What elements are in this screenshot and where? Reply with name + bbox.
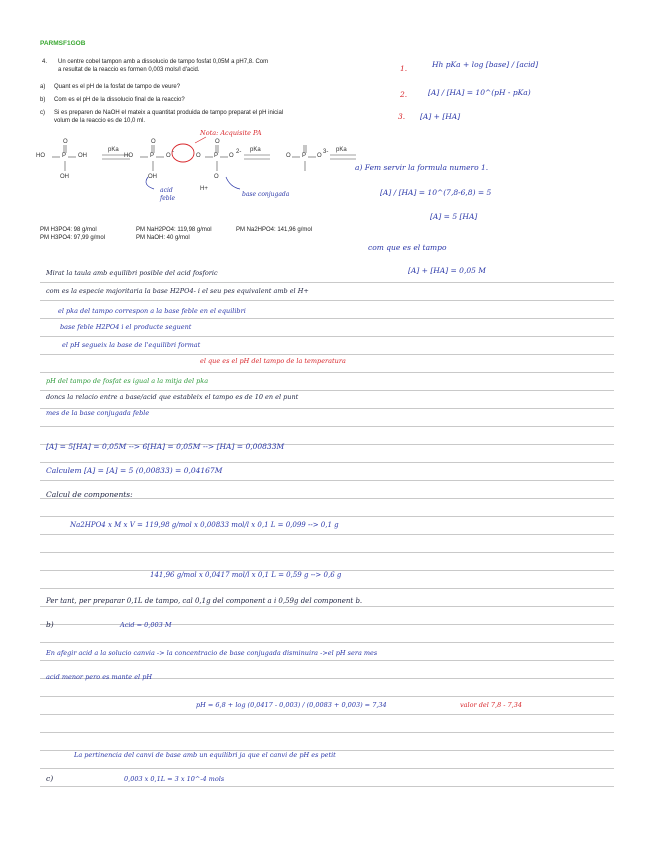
problem-number: 4. bbox=[42, 59, 48, 65]
part-c-label: c) bbox=[40, 110, 45, 116]
equation-a: [A] = 5[HA] = 0,05M --> 6[HA] = 0,05M --> [HA] = 0,00833M bbox=[46, 442, 285, 451]
ruled-line bbox=[40, 534, 614, 535]
body-line-3: el pka del tampo correspon a la base feble en el equilibri bbox=[58, 307, 246, 315]
ruled-line bbox=[40, 336, 614, 337]
conclusion: Per tant, per preparar 0,1L de tampo, cal 0,1g del component a i 0,59g del component b. bbox=[46, 597, 363, 605]
body-line-7: pH del tampo de fosfat es igual a la mitja del pka bbox=[46, 377, 209, 385]
body-line-9: mes de la base conjugada feble bbox=[46, 409, 150, 417]
body-line-6: el que es el pH del tampo de la temperatura bbox=[200, 357, 346, 365]
mass-1: PM H3PO4: 98 g/mol bbox=[40, 227, 97, 233]
ruled-line bbox=[40, 552, 614, 553]
phosphate-equilibrium-scheme bbox=[30, 125, 360, 215]
atom-ho-2: HO bbox=[124, 153, 133, 159]
atom-p-2: P bbox=[150, 153, 155, 159]
atom-o-3c: O bbox=[215, 139, 220, 145]
part-c-line: 0,003 x 0,1L = 3 x 10^-4 mols bbox=[124, 775, 225, 783]
part-b-line-3: La pertinencia del canvi de base amb un equilibri ja que el canvi de pH es petit bbox=[74, 751, 336, 759]
part-b-line-2: acid menor pero es mante el pH bbox=[46, 673, 153, 681]
ruled-line bbox=[40, 732, 614, 733]
atom-oh-2: OH bbox=[148, 174, 157, 180]
body-line-5: el pH segueix la base de l'equilibri format bbox=[62, 341, 201, 349]
note-part-a: a) Fem servir la formula numero 1. bbox=[355, 163, 489, 172]
calc-line-2: 141,96 g/mol x 0,0417 mol/l x 0,1 L = 0,59 g --> 0,6 g bbox=[150, 571, 342, 579]
atom-o-4b: O bbox=[317, 153, 322, 159]
arrow2-label: pKa bbox=[250, 147, 261, 153]
ruled-line bbox=[40, 318, 614, 319]
formula2-label: 2. bbox=[400, 90, 408, 99]
ruled-line bbox=[40, 372, 614, 373]
atom-oh-1b: OH bbox=[60, 174, 69, 180]
formula3: [A] + [HA] bbox=[420, 112, 461, 121]
atom-o-3d: O bbox=[214, 174, 219, 180]
ruled-line bbox=[40, 354, 614, 355]
mass-2: PM NaH2PO4: 119,98 g/mol bbox=[136, 227, 212, 233]
ruled-line bbox=[40, 426, 614, 427]
part-b-equation: pH = 6,8 + log (0,0417 - 0,003) / (0,0083 + 0,003) = 7,34 bbox=[196, 701, 387, 709]
ruled-line bbox=[40, 606, 614, 607]
atom-o-1: O bbox=[63, 139, 68, 145]
part-a-label: a) bbox=[40, 84, 46, 90]
scheme-label-base: base conjugada bbox=[242, 191, 290, 198]
part-b-red-note: valor del 7,8 - 7,34 bbox=[460, 701, 523, 709]
part-a-text: Quant es el pH de la fosfat de tampo de veure? bbox=[54, 84, 181, 90]
atom-o-3b: O bbox=[229, 153, 234, 159]
part-c-text: Si es preparen de NaOH el mateix a quantitat produida de tampo preparat el pH inicial bbox=[54, 110, 284, 116]
note-tampo: com que es el tampo bbox=[368, 243, 447, 252]
atom-p-4: P bbox=[302, 153, 307, 159]
mass-3: PM Na2HPO4: 141,96 g/mol bbox=[236, 227, 313, 233]
ruled-line bbox=[40, 588, 614, 589]
atom-o-3: O bbox=[196, 153, 201, 159]
body-line-2: com es la especie majoritaria la base H2PO4- i el seu pes equivalent amb el H+ bbox=[46, 287, 309, 295]
body-line-8: doncs la relacio entre a base/acid que estableix el tampo es de 10 en el punt bbox=[46, 393, 299, 401]
problem-statement-line1: Un centre cobel tampon amb a dissolucio de tampo fosfat 0,05M a pH7,8. Com bbox=[58, 59, 269, 65]
formula1: Hh pKa + log [base] / [acid] bbox=[432, 60, 539, 69]
charge-minus: - bbox=[172, 149, 174, 155]
ruled-line bbox=[40, 696, 614, 697]
part-b-acid: Acid = 0,003 M bbox=[120, 621, 172, 629]
charge-3minus: 3- bbox=[323, 149, 329, 155]
part-b-label: b) bbox=[40, 97, 46, 103]
atom-o-2: O bbox=[166, 153, 171, 159]
part-b-answer-label: b) bbox=[46, 620, 54, 629]
ruled-line bbox=[40, 282, 614, 283]
atom-o-2b: O bbox=[151, 139, 156, 145]
document-header: PARMSF1GOB bbox=[40, 40, 86, 47]
ratio-eq: [A] / [HA] = 10^(7,8-6,8) = 5 bbox=[380, 188, 492, 197]
ruled-line bbox=[40, 462, 614, 463]
problem-statement-line2: a resultat de la reaccio es formen 0,003 mols/l d'acid. bbox=[58, 67, 200, 73]
body-line-1: Mirat la taula amb equilibri posible del acid fosforic bbox=[46, 269, 218, 277]
formula2: [A] / [HA] = 10^(pH - pKa) bbox=[428, 88, 531, 97]
ruled-line bbox=[40, 642, 614, 643]
part-b-text: Com es el pH de la dissolucio final de la reaccio? bbox=[54, 97, 185, 103]
scheme-label-feble: feble bbox=[160, 195, 176, 202]
scheme-label-acid: acid bbox=[160, 187, 173, 194]
equation-b: Calculem [A] = [A] = 5 (0,00833) = 0,04167M bbox=[46, 466, 223, 475]
ruled-line bbox=[40, 516, 614, 517]
scheme-red-note: Nota: Acquisite PA bbox=[200, 129, 262, 137]
atom-ho-1: HO bbox=[36, 153, 45, 159]
ruled-line bbox=[40, 480, 614, 481]
ruled-line bbox=[40, 768, 614, 769]
ruled-line bbox=[40, 660, 614, 661]
arrow3-label: pKa bbox=[336, 147, 347, 153]
ruled-line bbox=[40, 786, 614, 787]
part-c-text-2: volum de la reaccio es de 10,0 ml. bbox=[54, 118, 146, 124]
mass-4: PM H3PO4: 97,99 g/mol bbox=[40, 235, 106, 241]
ruled-line bbox=[40, 300, 614, 301]
formula1-label: 1. bbox=[400, 64, 408, 73]
calc-line-1: Na2HPO4 x M x V = 119,98 g/mol x 0,00833 mol/l x 0,1 L = 0,099 --> 0,1 g bbox=[70, 521, 339, 529]
result1: [A] = 5 [HA] bbox=[430, 212, 478, 221]
ruled-line bbox=[40, 390, 614, 391]
atom-p-3: P bbox=[214, 153, 219, 159]
arrow1-label: pKa bbox=[108, 147, 119, 153]
atom-o-4: O bbox=[286, 153, 291, 159]
ruled-line bbox=[40, 714, 614, 715]
part-b-line-1: En afegir acid a la solucio canvia -> la concentracio de base conjugada disminuira ->el pH sera mes bbox=[46, 649, 378, 657]
sum-eq: [A] + [HA] = 0,05 M bbox=[408, 266, 486, 275]
part-c-answer-label: c) bbox=[46, 774, 54, 783]
h-plus: H+ bbox=[200, 186, 208, 192]
formula3-label: 3. bbox=[398, 112, 406, 121]
atom-p-1: P bbox=[62, 153, 67, 159]
atom-oh-1: OH bbox=[78, 153, 87, 159]
charge-2minus: 2- bbox=[236, 149, 242, 155]
mass-5: PM NaOH: 40 g/mol bbox=[136, 235, 190, 241]
body-line-4: base feble H2PO4 i el producte seguent bbox=[60, 323, 192, 331]
calc-title: Calcul de components: bbox=[46, 490, 133, 499]
